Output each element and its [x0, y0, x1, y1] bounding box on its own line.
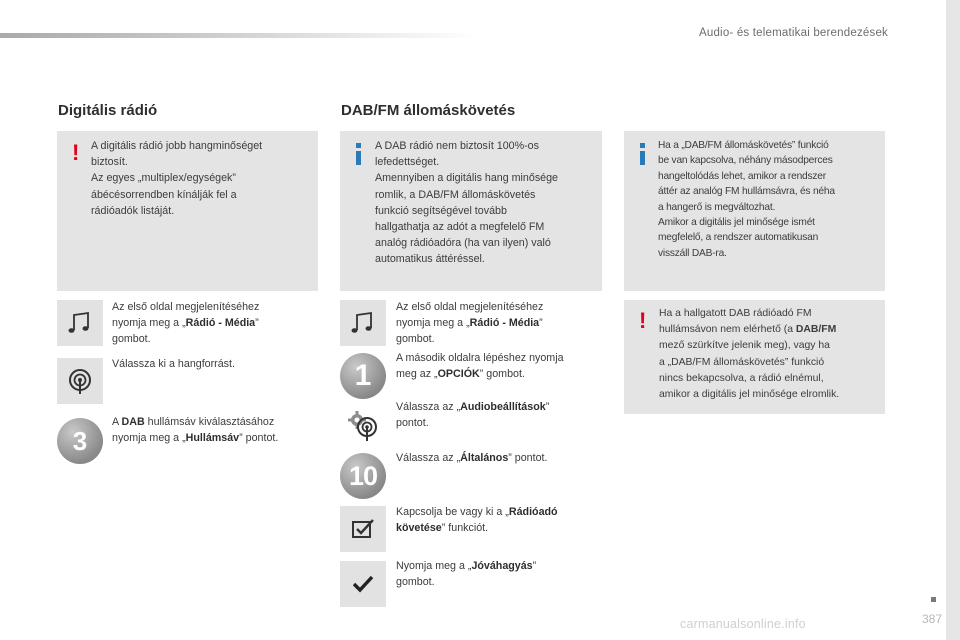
info-note-station-following — [624, 131, 885, 291]
radio-antenna-icon — [57, 358, 103, 404]
step-number-badge: 1 — [340, 353, 386, 399]
watermark-text: carmanualsonline.info — [680, 617, 806, 631]
page-marker-dot — [931, 597, 936, 602]
radio-settings-icon — [340, 402, 386, 448]
step-text: Nyomja meg a „Jóváhagyás” gombot. — [396, 560, 537, 588]
step-text: A DAB hullámsáv kiválasztásához nyomja meg a „Hullámsáv” pontot. — [112, 416, 279, 444]
step-text: Válassza ki a hangforrást. — [112, 358, 235, 370]
music-note-icon — [57, 300, 103, 346]
header-gradient-bar — [0, 33, 480, 38]
step-text: Az első oldal megjelenítéséhez nyomja meg a „Rádió - Média” gombot. — [112, 301, 260, 345]
page-side-strip — [946, 0, 960, 640]
step-text: Válassza az „Általános” pontot. — [396, 452, 548, 464]
info-note-dab-coverage — [340, 131, 602, 291]
step-number-badge: 3 — [57, 418, 103, 464]
music-note-icon — [340, 300, 386, 346]
note-text: Ha a „DAB/FM állomáskövetés” funkció be van kapcsolva, néhány másodperces hangeltolódás lehet, amikor a rendszer áttér az analóg FM hullámsávra, és néha a hangerő is megváltozhat. Amikor a digitális jel minősége ismét megfelelő, a rendszer automatikusan visszáll DAB-ra. — [658, 140, 835, 259]
step-text: A második oldalra lépéshez nyomja meg az „OPCIÓK” gombot. — [396, 352, 564, 380]
step-number-badge: 10 — [340, 453, 386, 499]
warning-note-digital-radio — [57, 131, 318, 291]
chapter-title: Audio- és telematikai berendezések — [699, 27, 888, 39]
info-icon — [356, 143, 361, 165]
step-text: Válassza az „Audiobeállítások” pontot. — [396, 401, 550, 429]
page-number: 387 — [921, 612, 942, 626]
checkmark-icon — [340, 561, 386, 607]
section-title-dab-fm: DAB/FM állomáskövetés — [341, 102, 516, 119]
warning-exclamation-icon: ! — [72, 140, 80, 165]
note-text: A DAB rádió nem biztosít 100%-os lefedettséget. Amennyiben a digitális hang minősége romlik, a DAB/FM állomáskövetés funkció segítségével tovább hallgathatja az adót a megfelelő FM analóg rádióadóra (ha van ilyen) való automatikus áttéréssel. — [375, 140, 558, 266]
warning-note-dab-unavailable — [624, 300, 885, 414]
note-text: Ha a hallgatott DAB rádióadó FM hullámsávon nem elérhető (a DAB/FM mező szürkítve jelenik meg), vagy ha a „DAB/FM állomáskövetés” funkció nincs bekapcsolva, a rádió elnémul, amikor a digitális jel minősége elromlik. — [659, 308, 840, 401]
note-text: A digitális rádió jobb hangminőséget biztosít. Az egyes „multiplex/egységek” ábécésorrendben kínálják fel a rádióadók listáját. — [91, 140, 263, 217]
info-icon — [640, 143, 645, 165]
section-title-digital-radio: Digitális rádió — [58, 102, 158, 119]
step-text: Az első oldal megjelenítéséhez nyomja meg a „Rádió - Média” gombot. — [396, 301, 544, 345]
step-text: Kapcsolja be vagy ki a „Rádióadó követése” funkciót. — [396, 506, 558, 534]
warning-exclamation-icon: ! — [639, 308, 647, 333]
checkbox-icon — [340, 506, 386, 552]
